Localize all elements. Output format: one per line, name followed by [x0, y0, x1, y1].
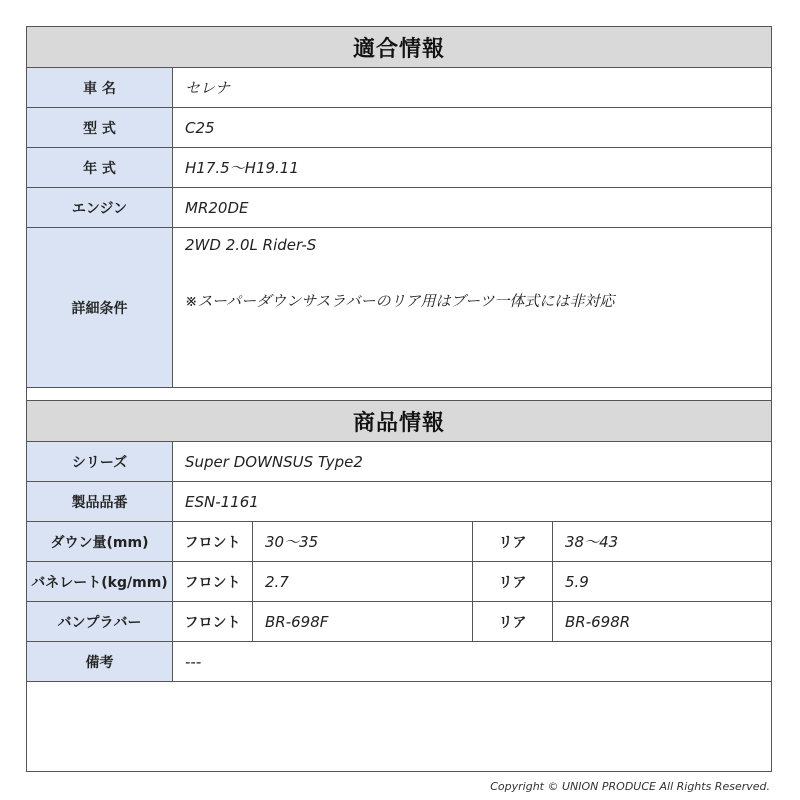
spring-rate-rear-value: 5.9 — [565, 572, 589, 591]
drop-rear-label: リア — [473, 522, 553, 561]
spec-sheet — [26, 26, 772, 772]
drop-values — [173, 522, 773, 561]
bump-rubber-values — [173, 602, 773, 641]
model-year-value: H17.5～H19.11 — [185, 159, 299, 177]
drop-front-label: フロント — [173, 522, 253, 561]
table-row-car-name — [27, 68, 771, 108]
spring-rate-label: バネレート(kg/mm) — [27, 562, 173, 601]
table-row-spring-rate — [27, 562, 771, 602]
bump-rubber-rear-label: リア — [473, 602, 553, 641]
bump-rubber-front-value: BR-698F — [253, 602, 473, 641]
model-year-label: 年 式 — [27, 148, 173, 187]
conditions-line-2: ※スーパーダウンサスラバーのリア用はブーツ一体式には非対応 — [185, 292, 615, 310]
drop-front-value: 30～35 — [253, 522, 473, 561]
table-row-series — [27, 442, 771, 482]
table-row-part-number — [27, 482, 771, 522]
conditions-line-1: 2WD 2.0L Rider-S — [185, 236, 317, 254]
table-row-model-code — [27, 108, 771, 148]
series-label: シリーズ — [27, 442, 173, 481]
car-name-label: 車 名 — [27, 68, 173, 107]
notes-value: --- — [185, 652, 202, 671]
bump-rubber-label: バンプラバー — [27, 602, 173, 641]
table-row-engine — [27, 188, 771, 228]
table-row-model-year — [27, 148, 771, 188]
part-number-value: ESN-1161 — [185, 492, 259, 511]
model-code-label: 型 式 — [27, 108, 173, 147]
engine-label: エンジン — [27, 188, 173, 227]
spring-rate-rear-label: リア — [473, 562, 553, 601]
bump-rubber-rear-value: BR-698R — [565, 612, 631, 631]
fitment-header: 適合情報 — [27, 27, 771, 68]
engine-value: MR20DE — [185, 198, 249, 217]
drop-label: ダウン量(mm) — [27, 522, 173, 561]
table-row-notes — [27, 642, 771, 682]
table-row-conditions — [27, 228, 771, 388]
copyright-notice: Copyright © UNION PRODUCE All Rights Reserved. — [490, 780, 770, 793]
model-code-value: C25 — [185, 118, 215, 137]
series-value: Super DOWNSUS Type2 — [185, 452, 363, 471]
product-header: 商品情報 — [27, 401, 771, 442]
conditions-label: 詳細条件 — [27, 228, 173, 387]
notes-label: 備考 — [27, 642, 173, 681]
table-row-drop — [27, 522, 771, 562]
spring-rate-front-label: フロント — [173, 562, 253, 601]
part-number-label: 製品品番 — [27, 482, 173, 521]
car-name-value: セレナ — [185, 79, 231, 97]
bump-rubber-front-label: フロント — [173, 602, 253, 641]
conditions-value — [173, 228, 771, 387]
spring-rate-values — [173, 562, 773, 601]
spring-rate-front-value: 2.7 — [253, 562, 473, 601]
section-gap — [27, 388, 771, 401]
drop-rear-value: 38～43 — [565, 533, 619, 551]
table-row-bump-rubber — [27, 602, 771, 642]
